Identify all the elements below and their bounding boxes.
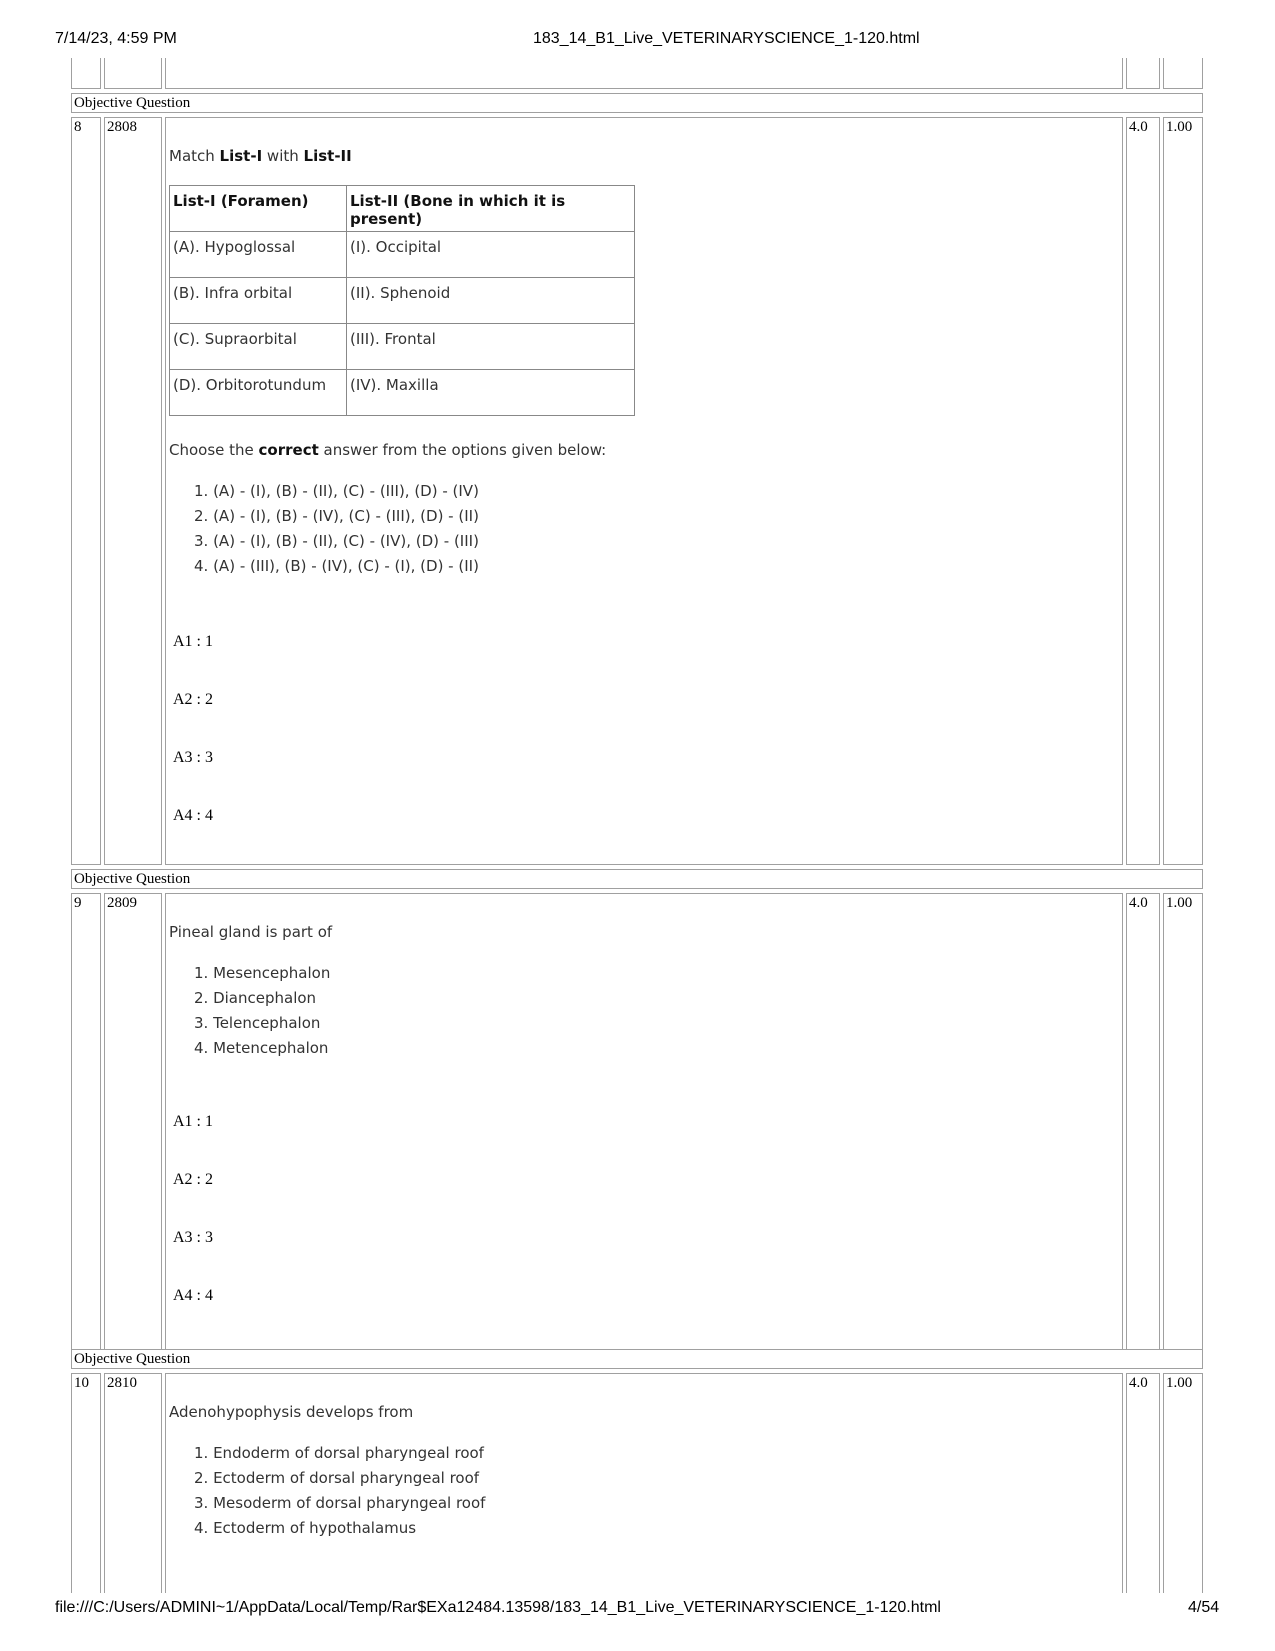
match-table-cell: (I). Occipital: [347, 232, 635, 278]
answer-choice: A4 : 4: [173, 807, 213, 824]
option-item: 3. Telencephalon: [194, 1014, 321, 1032]
prev-row-cell-qid: [104, 58, 162, 89]
option-item: 1. (A) - (I), (B) - (II), (C) - (III), (D) - (IV): [194, 482, 479, 500]
match-table-row: [170, 370, 635, 416]
option-list: [194, 1441, 485, 1541]
question-marks: 4.0: [1126, 1373, 1160, 1593]
question-stem: [169, 147, 352, 165]
instruction-bold: correct: [258, 441, 319, 459]
print-file-path: file:///C:/Users/ADMINI~1/AppData/Local/Temp/Rar$EXa12484.13598/183_14_B1_Live_VETERINARYSCIENCE_1-120.html: [55, 1599, 941, 1616]
match-table-row: [170, 324, 635, 370]
answer-choice: A3 : 3: [173, 1229, 213, 1246]
question-negative-marks: 1.00: [1163, 1373, 1203, 1593]
question-negative-marks: 1.00: [1163, 893, 1203, 1350]
question-marks: 4.0: [1126, 117, 1160, 865]
question-serial: 8: [71, 117, 101, 865]
option-item: 3. (A) - (I), (B) - (II), (C) - (IV), (D) - (III): [194, 532, 479, 550]
question-negative-marks: 1.00: [1163, 117, 1203, 865]
option-item: 1. Endoderm of dorsal pharyngeal roof: [194, 1444, 484, 1462]
prev-row-cell-sno: [71, 58, 101, 89]
question-id: 2809: [104, 893, 162, 1350]
match-table-header: List-I (Foramen): [170, 186, 347, 232]
match-table-header-row: [170, 186, 635, 232]
match-table-cell: (D). Orbitorotundum: [170, 370, 347, 416]
match-table: [169, 185, 635, 416]
stem-bold-list1: List-I: [219, 147, 263, 165]
print-file-title: 183_14_B1_Live_VETERINARYSCIENCE_1-120.html: [533, 30, 920, 47]
match-table-cell: (A). Hypoglossal: [170, 232, 347, 278]
answer-choice: A2 : 2: [173, 1171, 213, 1188]
option-list: [194, 961, 330, 1061]
answer-choice: A3 : 3: [173, 749, 213, 766]
section-label: Objective Question: [71, 1349, 1203, 1369]
option-item: 4. (A) - (III), (B) - (IV), (C) - (I), (D) - (II): [194, 557, 479, 575]
answer-choice: A2 : 2: [173, 691, 213, 708]
question-serial: 9: [71, 893, 101, 1350]
option-item: 4. Ectoderm of hypothalamus: [194, 1519, 417, 1537]
print-datetime: 7/14/23, 4:59 PM: [55, 30, 177, 47]
option-list: [194, 479, 479, 579]
option-item: 1. Mesencephalon: [194, 964, 331, 982]
section-label: Objective Question: [71, 93, 1203, 113]
question-serial: 10: [71, 1373, 101, 1593]
choose-instruction: [169, 441, 606, 459]
instruction-text: answer from the options given below:: [318, 441, 607, 459]
section-label: Objective Question: [71, 869, 1203, 889]
question-stem: Pineal gland is part of: [169, 923, 333, 941]
print-page-number: 4/54: [1188, 1599, 1220, 1616]
match-table-cell: (II). Sphenoid: [347, 278, 635, 324]
stem-bold-list2: List-II: [303, 147, 352, 165]
match-table-cell: (IV). Maxilla: [347, 370, 635, 416]
prev-row-cell-marks: [1126, 58, 1160, 89]
option-item: 2. (A) - (I), (B) - (IV), (C) - (III), (D) - (II): [194, 507, 479, 525]
instruction-text: Choose the: [169, 441, 259, 459]
match-table-row: [170, 232, 635, 278]
prev-row-cell-body: [165, 58, 1123, 89]
match-table-cell: (III). Frontal: [347, 324, 635, 370]
answer-choice: A1 : 1: [173, 1113, 213, 1130]
question-id: 2808: [104, 117, 162, 865]
option-item: 2. Diancephalon: [194, 989, 317, 1007]
option-item: 4. Metencephalon: [194, 1039, 329, 1057]
stem-text: Match: [169, 147, 220, 165]
answer-choice: A1 : 1: [173, 633, 213, 650]
stem-text: with: [262, 147, 304, 165]
prev-row-cell-negative: [1163, 58, 1203, 89]
match-table-row: [170, 278, 635, 324]
match-table-cell: (B). Infra orbital: [170, 278, 347, 324]
question-stem: Adenohypophysis develops from: [169, 1403, 414, 1421]
match-table-header: List-II (Bone in which it is present): [347, 186, 635, 232]
answer-choice: A4 : 4: [173, 1287, 213, 1304]
option-item: 2. Ectoderm of dorsal pharyngeal roof: [194, 1469, 480, 1487]
question-marks: 4.0: [1126, 893, 1160, 1350]
option-item: 3. Mesoderm of dorsal pharyngeal roof: [194, 1494, 486, 1512]
question-id: 2810: [104, 1373, 162, 1593]
match-table-cell: (C). Supraorbital: [170, 324, 347, 370]
